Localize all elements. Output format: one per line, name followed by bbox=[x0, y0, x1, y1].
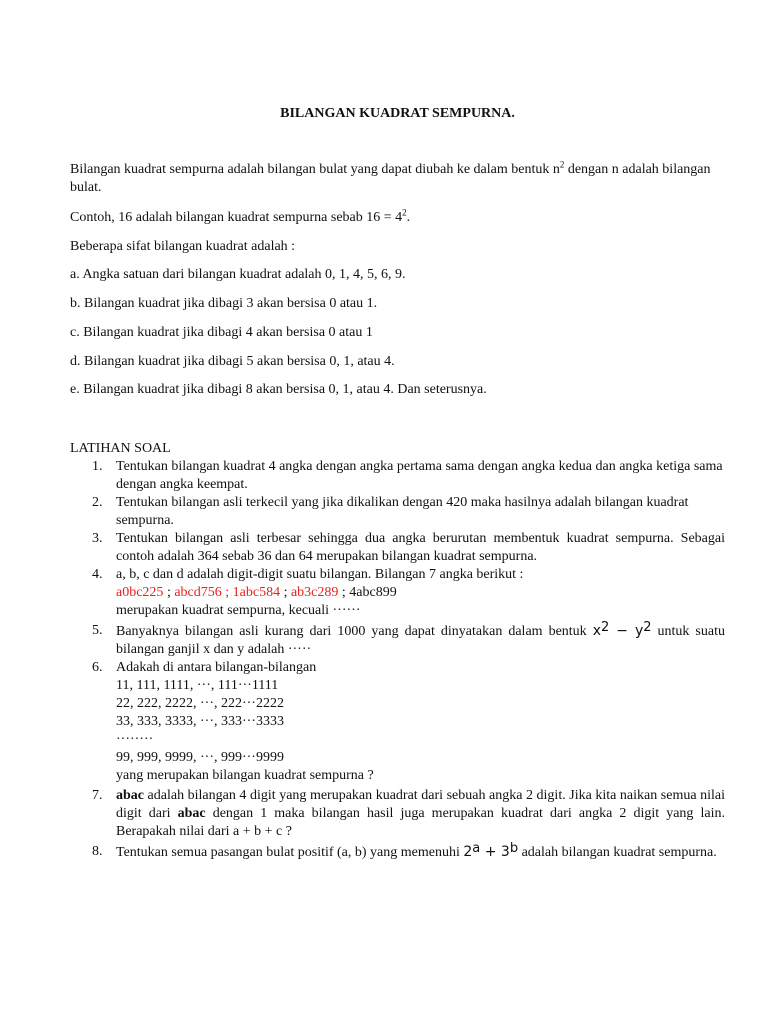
definition-exponent: 2 bbox=[559, 159, 565, 170]
item-text: Tentukan bilangan asli terbesar sehingga dua angka berurutan membentuk kuadrat sempurna. Sebagai contoh adalah 364 sebab 36 dan 64 merupakan bilangan kuadrat sempurna. bbox=[116, 531, 725, 564]
item-text-end: adalah bilangan kuadrat sempurna. bbox=[518, 845, 717, 860]
item-text: Tentukan bilangan kuadrat 4 angka dengan angka pertama sama dengan angka kedua dan angka ketiga sama dengan angka keempat. bbox=[116, 459, 723, 492]
exercise-item-3 bbox=[70, 530, 725, 566]
item-text: a, b, c dan d adalah digit-digit suatu bilangan. Bilangan 7 angka berikut : bbox=[116, 567, 524, 582]
document-page bbox=[70, 0, 725, 1024]
item-line: 11, 111, 1111, ···, 111···1111 bbox=[116, 678, 279, 693]
math-y-exponent: 2 bbox=[643, 620, 652, 635]
item-text-part: adalah bilangan 4 digit yang merupakan kuadrat dari sebuah angka 2 digit. Jika kita naikan semua nilai digit dari bbox=[116, 788, 725, 821]
option-separator: ; bbox=[338, 585, 350, 600]
exercise-item-5 bbox=[70, 622, 725, 659]
item-number: 8. bbox=[92, 844, 103, 859]
math-y: y bbox=[634, 623, 644, 639]
item-line: yang merupakan bilangan kuadrat sempurna ? bbox=[116, 768, 374, 783]
item-line: 33, 333, 3333, ···, 333···3333 bbox=[116, 714, 284, 729]
exercise-item-8 bbox=[70, 843, 725, 862]
exercise-heading: LATIHAN SOAL bbox=[70, 441, 171, 456]
math-base-2: 2 bbox=[463, 844, 473, 860]
option-separator: ; bbox=[280, 585, 291, 600]
option-4: 4abc899 bbox=[349, 585, 397, 600]
example-text: Contoh, 16 adalah bilangan kuadrat sempurna sebab 16 = 4 bbox=[70, 210, 403, 225]
exercise-item-4 bbox=[70, 566, 725, 620]
math-exponent-b: b bbox=[509, 841, 519, 856]
definition-text: Bilangan kuadrat sempurna adalah bilangan bulat yang dapat diubah ke dalam bentuk n bbox=[70, 162, 560, 177]
property-e: e. Bilangan kuadrat jika dibagi 8 akan bersisa 0, 1, atau 4. Dan seterusnya. bbox=[70, 382, 487, 397]
item-text-end: untuk suatu bilangan ganjil x dan y adalah ····· bbox=[116, 624, 725, 657]
math-x-exponent: 2 bbox=[600, 620, 610, 635]
math-plus: + bbox=[480, 844, 501, 860]
item-text-end: merupakan kuadrat sempurna, kecuali ······ bbox=[116, 603, 361, 618]
example-paragraph bbox=[70, 209, 725, 227]
item-text-start: Banyaknya bilangan asli kurang dari 1000 yang dapat dinyatakan dalam bentuk bbox=[116, 624, 593, 639]
item-text bbox=[116, 787, 725, 841]
property-b: b. Bilangan kuadrat jika dibagi 3 akan bersisa 0 atau 1. bbox=[70, 296, 378, 311]
exercise-item-7 bbox=[70, 787, 725, 841]
math-base-3: 3 bbox=[500, 844, 510, 860]
number-options bbox=[116, 584, 725, 602]
page-title: BILANGAN KUADRAT SEMPURNA. bbox=[280, 106, 515, 121]
bold-abac: abac bbox=[116, 788, 144, 803]
example-exponent: 2 bbox=[402, 207, 407, 218]
exercise-item-2 bbox=[70, 494, 725, 530]
exercise-list bbox=[70, 458, 725, 862]
math-exponent-a: a bbox=[472, 841, 481, 856]
item-text bbox=[116, 843, 725, 862]
item-number: 2. bbox=[92, 495, 103, 510]
item-number: 5. bbox=[92, 623, 103, 638]
property-a: a. Angka satuan dari bilangan kuadrat adalah 0, 1, 4, 5, 6, 9. bbox=[70, 267, 406, 282]
definition-paragraph bbox=[70, 161, 725, 197]
math-minus: − bbox=[609, 623, 635, 639]
item-number: 7. bbox=[92, 788, 103, 803]
item-text: Tentukan bilangan asli terkecil yang jika dikalikan dengan 420 maka hasilnya adalah bilangan kuadrat sempurna. bbox=[116, 495, 689, 528]
item-text-start: Tentukan semua pasangan bulat positif (a, b) yang memenuhi bbox=[116, 845, 464, 860]
item-number: 3. bbox=[92, 531, 103, 546]
item-line: ········ bbox=[116, 732, 154, 747]
item-number: 6. bbox=[92, 660, 103, 675]
item-text bbox=[116, 622, 725, 659]
option-red-3: ab3c289 bbox=[290, 585, 339, 600]
math-x: x bbox=[592, 623, 601, 639]
bold-abac: abac bbox=[177, 806, 206, 821]
exercise-item-6 bbox=[70, 659, 725, 785]
exercise-item-1 bbox=[70, 458, 725, 494]
definition-text-end: dengan n adalah bilangan bulat. bbox=[70, 162, 711, 195]
property-c: c. Bilangan kuadrat jika dibagi 4 akan bersisa 0 atau 1 bbox=[70, 325, 373, 340]
item-line: 99, 999, 9999, ···, 999···9999 bbox=[116, 750, 284, 765]
properties-heading: Beberapa sifat bilangan kuadrat adalah : bbox=[70, 239, 296, 254]
math-expression bbox=[592, 620, 652, 639]
option-red-1: a0bc225 bbox=[116, 585, 164, 600]
item-number: 1. bbox=[92, 459, 103, 474]
item-text-part: dengan 1 maka bilangan hasil juga merupakan kuadrat dari angka 2 digit yang lain. Berapakah nilai dari a + b + c ? bbox=[116, 806, 725, 839]
option-separator: ; bbox=[163, 585, 175, 600]
option-red-2: abcd756 ; 1abc584 bbox=[174, 585, 281, 600]
item-line: 22, 222, 2222, ···, 222···2222 bbox=[116, 696, 284, 711]
math-expression bbox=[463, 841, 519, 860]
example-text-end: . bbox=[406, 210, 411, 225]
item-number: 4. bbox=[92, 567, 103, 582]
item-line: Adakah di antara bilangan-bilangan bbox=[116, 660, 317, 675]
property-d: d. Bilangan kuadrat jika dibagi 5 akan bersisa 0, 1, atau 4. bbox=[70, 354, 395, 369]
